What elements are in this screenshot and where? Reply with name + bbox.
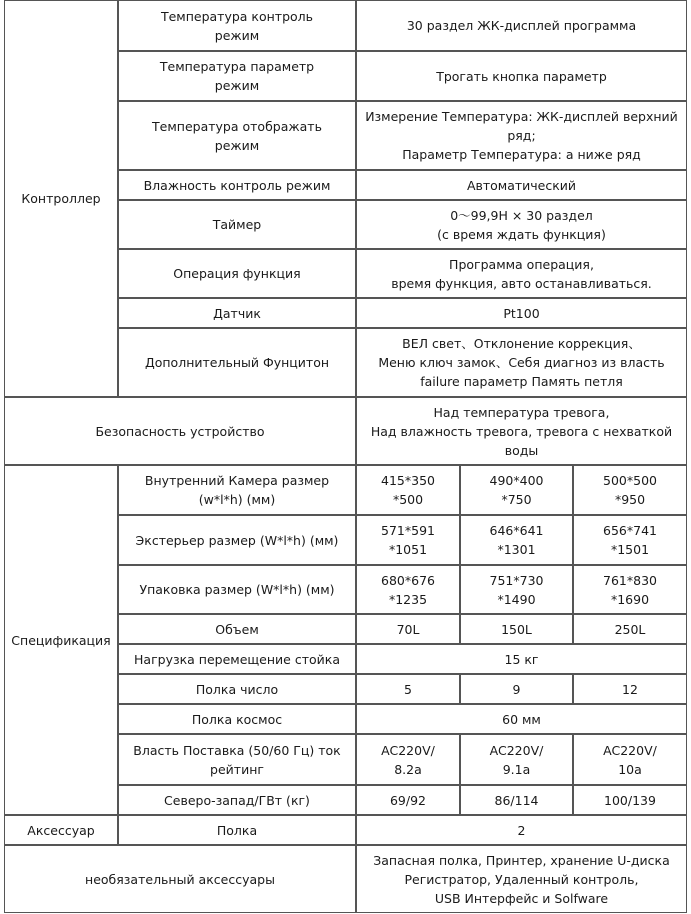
spec-value-150l: AC220V/ 9.1a	[460, 734, 573, 785]
spec-value-250l: 12	[573, 674, 687, 704]
spec-value-merged: 60 мм	[356, 704, 687, 734]
spec-param: Объем	[118, 614, 356, 644]
controller-param: Температура параметр режим	[118, 51, 356, 101]
spec-value-150l: 751*730 *1490	[460, 565, 573, 614]
spec-param: Упаковка размер (W*l*h) (мм)	[118, 565, 356, 614]
controller-param: Датчик	[118, 298, 356, 328]
spec-value-250l: 500*500 *950	[573, 465, 687, 515]
controller-param: Операция функция	[118, 249, 356, 298]
spec-param: Нагрузка перемещение стойка	[118, 644, 356, 674]
spec-value-70l: 571*591 *1051	[356, 515, 460, 565]
spec-value-150l: 9	[460, 674, 573, 704]
controller-value: Pt100	[356, 298, 687, 328]
controller-param: Дополнительный Фунцитон	[118, 328, 356, 397]
controller-value: 0～99,9H × 30 раздел (с время ждать функция)	[356, 200, 687, 249]
spec-value-merged: 15 кг	[356, 644, 687, 674]
spec-param: Власть Поставка (50/60 Гц) ток рейтинг	[118, 734, 356, 785]
spec-value-70l: 415*350 *500	[356, 465, 460, 515]
spec-value-250l: AC220V/ 10a	[573, 734, 687, 785]
spec-value-70l: 5	[356, 674, 460, 704]
controller-param: Температура контроль режим	[118, 0, 356, 51]
controller-value: BEЛ свет、Отклонение коррекция、 Меню ключ замок、Себя диагноз из власть failure параметр Память петля	[356, 328, 687, 397]
spec-value-250l: 656*741 *1501	[573, 515, 687, 565]
spec-value-250l: 250L	[573, 614, 687, 644]
safety-label: Безопасность устройство	[4, 397, 356, 465]
spec-group-label: Спецификация	[4, 465, 118, 815]
controller-value: 30 раздел ЖК-дисплей программа	[356, 0, 687, 51]
spec-value-150l: 150L	[460, 614, 573, 644]
safety-value: Над температура тревога, Над влажность тревога, тревога с нехваткой воды	[356, 397, 687, 465]
controller-param: Таймер	[118, 200, 356, 249]
optional-value: Запасная полка, Принтер, хранение U-диска Регистратор, Удаленный контроль, USB Интерфейс и Solfware	[356, 845, 687, 913]
controller-param: Температура отображать режим	[118, 101, 356, 170]
spec-value-250l: 100/139	[573, 785, 687, 815]
spec-value-150l: 86/114	[460, 785, 573, 815]
controller-value: Измерение Температура: ЖК-дисплей верхний ряд; Параметр Температура: а ниже ряд	[356, 101, 687, 170]
spec-param: Внутренний Камера размер (w*l*h) (мм)	[118, 465, 356, 515]
accessory-param: Полка	[118, 815, 356, 845]
spec-value-70l: AC220V/ 8.2a	[356, 734, 460, 785]
controller-group-label: Контроллер	[4, 0, 118, 397]
spec-value-150l: 490*400 *750	[460, 465, 573, 515]
spec-value-250l: 761*830 *1690	[573, 565, 687, 614]
optional-label: необязательный аксессуары	[4, 845, 356, 913]
accessory-value: 2	[356, 815, 687, 845]
controller-value: Программа операция, время функция, авто останавливаться.	[356, 249, 687, 298]
spec-param: Полка космос	[118, 704, 356, 734]
spec-value-150l: 646*641 *1301	[460, 515, 573, 565]
accessory-label: Аксессуар	[4, 815, 118, 845]
controller-value: Автоматический	[356, 170, 687, 200]
spec-value-70l: 680*676 *1235	[356, 565, 460, 614]
spec-param: Экстерьер размер (W*l*h) (мм)	[118, 515, 356, 565]
spec-value-70l: 70L	[356, 614, 460, 644]
spec-value-70l: 69/92	[356, 785, 460, 815]
spec-param: Северо-запад/ГВт (кг)	[118, 785, 356, 815]
spec-param: Полка число	[118, 674, 356, 704]
controller-value: Трогать кнопка параметр	[356, 51, 687, 101]
controller-param: Влажность контроль режим	[118, 170, 356, 200]
